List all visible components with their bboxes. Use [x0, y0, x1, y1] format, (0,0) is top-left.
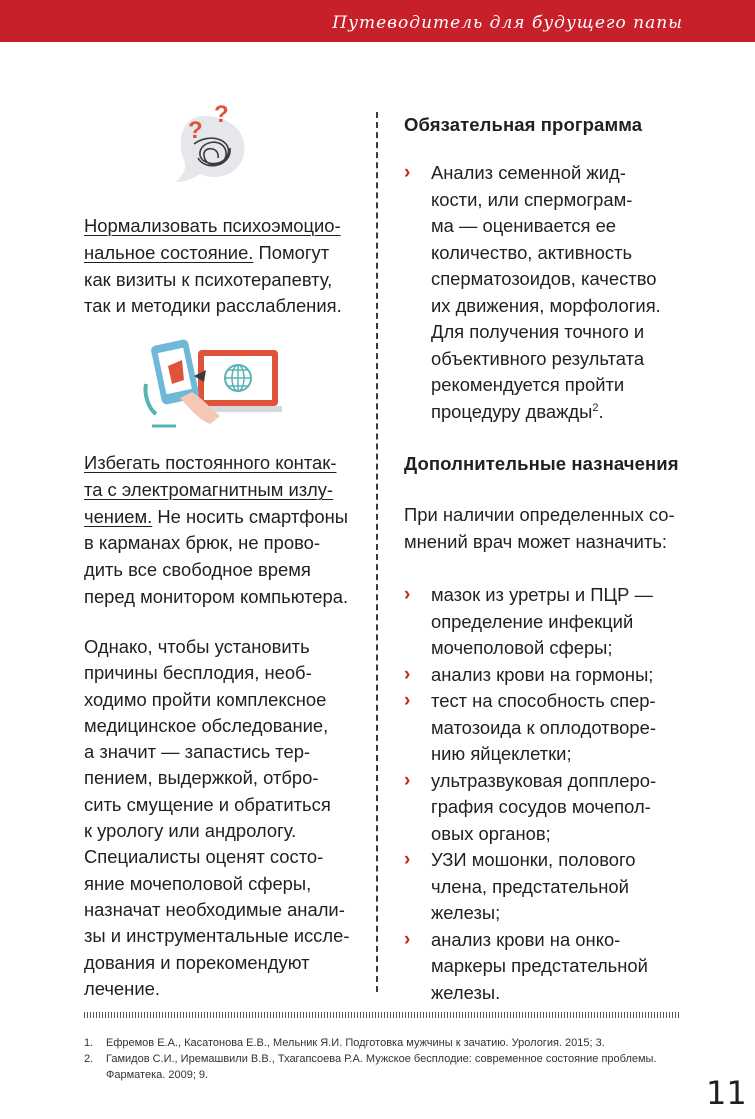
- paragraph-psycho-rest: Помогут как визиты к психотерапевту, так и методики расслабления.: [84, 241, 342, 317]
- footnotes: [84, 1035, 684, 1083]
- question-scribble-icon: [170, 96, 256, 194]
- paragraph-psycho: [84, 213, 374, 320]
- list-item-text: мазок из уретры и ПЦР — определение инфекций мочеполовой сферы;: [431, 584, 653, 658]
- svg-text:?: ?: [214, 101, 229, 128]
- paragraph-radiation: [84, 450, 374, 611]
- list-item-text: анализ крови на онко- маркеры предстательной железы.: [431, 928, 648, 1003]
- bullet-chevron-icon: ›: [404, 690, 411, 711]
- footnote-ref: 2: [592, 401, 599, 414]
- bullet-chevron-icon: ›: [404, 162, 411, 183]
- list-item: [404, 768, 734, 848]
- footnote-text: Гамидов С.И., Иремашвили В.В., Тхагапсоева Р.А. Мужское бесплодие: современное состояние проблемы. Фарматека. 2009; 9.: [106, 1053, 657, 1081]
- list-item: [404, 688, 734, 768]
- list-item-text: УЗИ мошонки, полового члена, предстательной железы;: [431, 849, 636, 923]
- footnote-divider: [84, 1012, 681, 1018]
- paragraph-examination: Однако, чтобы установить причины бесплодия, необ- ходимо пройти комплексное медицинское обследование, а значит — запастись тер- пением, выдержкой, отбро- сить смущение и обратиться к урологу или андрологу. Специалисты оценят состо- яние мочеполовой сферы, назначат необходимые анали- зы и инструментальные иссле- дования и порекомендуют лечение.: [84, 636, 350, 999]
- header-title: Путеводитель для будущего папы: [332, 13, 683, 33]
- paragraph-psycho-lead: Нормализовать психоэмоцио- нальное состояние.: [84, 215, 341, 263]
- svg-text:?: ?: [188, 117, 203, 144]
- bullet-chevron-icon: ›: [404, 849, 411, 870]
- devices-radiation-icon: [142, 336, 282, 438]
- bullet-chevron-icon: ›: [404, 928, 411, 950]
- footnote-number: 1.: [84, 1037, 94, 1049]
- list-item-text: ультразвуковая допплеро- графия сосудов мочепол- овых органов;: [431, 769, 657, 844]
- bullet-chevron-icon: ›: [404, 584, 411, 605]
- heading-mandatory: Обязательная программа: [404, 114, 643, 135]
- paragraph-radiation-rest: Не носить смартфоны в карманах брюк, не прово- дить все свободное время перед монитором компьютера.: [84, 505, 349, 607]
- additional-list: [404, 582, 734, 1006]
- footnote: [84, 1035, 684, 1051]
- footnote: [84, 1051, 684, 1083]
- additional-intro: При наличии определенных со- мнений врач может назначить:: [404, 504, 675, 552]
- column-divider: [376, 112, 378, 992]
- header-bar: [0, 0, 755, 42]
- list-item: [404, 847, 734, 927]
- bullet-chevron-icon: ›: [404, 663, 411, 685]
- footnote-number: 2.: [84, 1053, 94, 1065]
- footnote-text: Ефремов Е.А., Касатонова Е.В., Мельник Я.И. Подготовка мужчины к зачатию. Урология. 2015; 3.: [106, 1037, 605, 1049]
- list-item: [404, 160, 734, 425]
- page-number: 11: [706, 1074, 747, 1112]
- list-item-text: тест на способность спер- матозоида к оплодотворе- нию яйцеклетки;: [431, 690, 656, 764]
- list-item: [404, 662, 734, 689]
- list-item: [404, 582, 734, 662]
- list-item: [404, 927, 734, 1007]
- bullet-chevron-icon: ›: [404, 769, 411, 791]
- heading-additional: Дополнительные назначения: [404, 453, 679, 474]
- list-item-text: Анализ семенной жид- кости, или спермограм- ма — оценивается ее количество, активность сперматозоидов, качество их движения, морфология. Для получения точного и объективного результата рекомендуется пройти процедуру дважды: [431, 162, 661, 422]
- list-item-text: анализ крови на гормоны;: [431, 663, 654, 685]
- list-item-end: .: [598, 400, 604, 422]
- mandatory-list: [404, 160, 734, 425]
- paragraph-radiation-lead: Избегать постоянного контак- та с электромагнитным излу- чением.: [84, 452, 337, 527]
